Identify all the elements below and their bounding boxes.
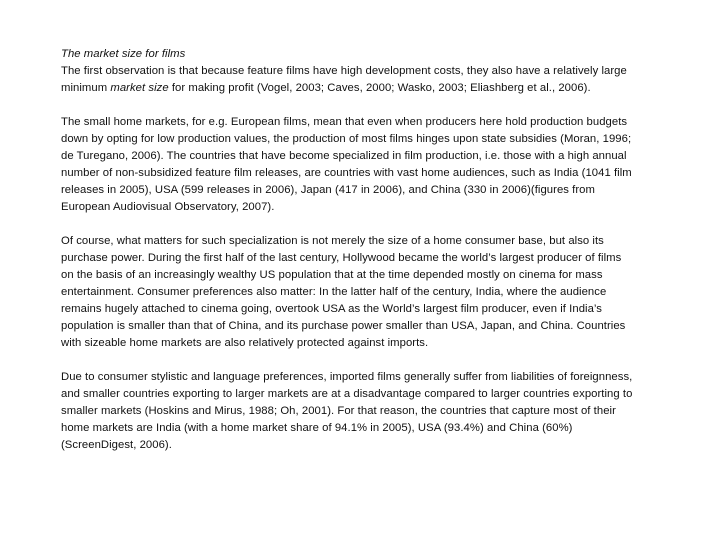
paragraph-1-text-start: The first observation is that because feature films have high development costs, they also have a relatively large minimum: [61, 65, 627, 94]
paragraph-2: The small home markets, for e.g. European films, mean that even when producers here hold production budgets down by opting for low production values, the production of most films hinges upon state subsidies (Moran, 1996; de Turegano, 2006). The countries that have become specialized in film production, i.e. those with a high annual number of non-subsidized feature film releases, are countries with vast home audiences, such as India (1041 film releases in 2005), USA (599 releases in 2006), Japan (417 in 2006), and China (330 in 2006)(figures from European Audiovisual Observatory, 2007).: [61, 116, 632, 213]
paragraph-1-emphasis: market size: [110, 82, 169, 94]
document-body: [61, 46, 637, 471]
paragraph-1-text-end: for making profit (Vogel, 2003; Caves, 2000; Wasko, 2003; Eliashberg et al., 2006).: [168, 82, 591, 94]
paragraph-3: Of course, what matters for such specialization is not merely the size of a home consumer base, but also its purchase power. During the first half of the last century, Hollywood became the world’s largest producer of films on the basis of an increasingly wealthy US population that at the time depended mostly on cinema for mass entertainment. Consumer preferences also matter: In the latter half of the century, India, where the audience remains hugely attached to cinema going, overtook USA as the World’s largest film producer, even if India’s population is smaller than that of China, and its purchase power smaller than USA, Japan, and China. Countries with sizeable home markets are also relatively protected against imports.: [61, 235, 626, 349]
paragraph-4: Due to consumer stylistic and language preferences, imported films generally suffer from liabilities of foreignness, and smaller countries exporting to larger markets are at a disadvantage compared to larger countries exporting to smaller markets (Hoskins and Mirus, 1988; Oh, 2001). For that reason, the countries that capture most of their home markets are India (with a home market share of 94.1% in 2005), USA (93.4%) and China (60%) (ScreenDigest, 2006).: [61, 371, 633, 451]
paragraph-1: [61, 63, 637, 97]
section-heading: The market size for films: [61, 48, 186, 60]
